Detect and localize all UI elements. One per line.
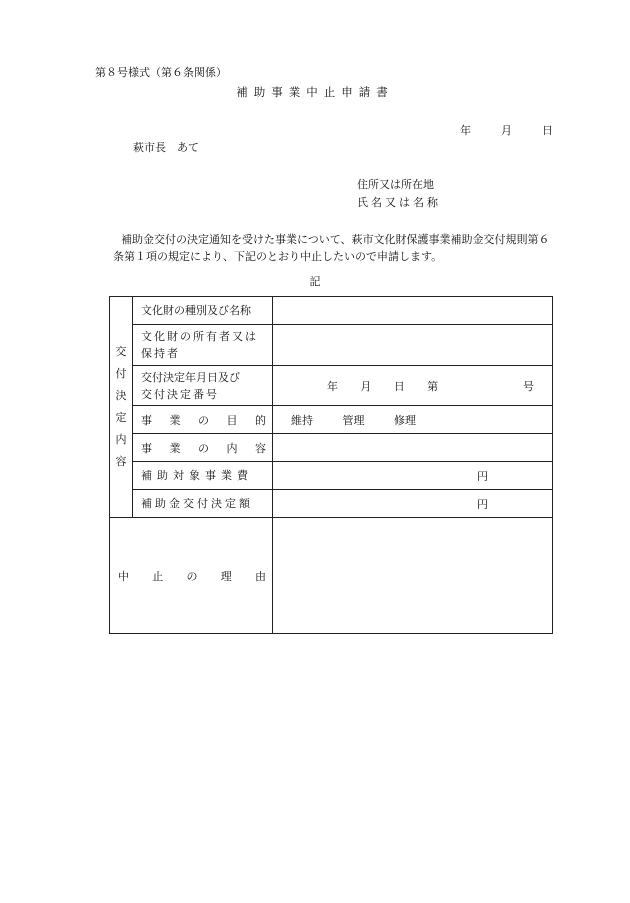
addressee: 萩市長 あて <box>133 141 199 154</box>
date-day: 日 <box>542 124 553 137</box>
decision-day: 日 <box>393 379 405 393</box>
decision-year: 年 <box>327 379 338 393</box>
content-char: 業 <box>169 441 181 455</box>
kind-value[interactable] <box>273 297 553 325</box>
kind-label: 文化財の種別及び名称 <box>133 297 273 325</box>
reason-char: 中 <box>118 569 129 583</box>
date-line <box>460 122 553 138</box>
owner-label <box>133 325 273 366</box>
decision-label-line2: 交付決定番号 <box>141 387 219 401</box>
reason-value[interactable] <box>273 518 553 634</box>
reason-char: 由 <box>255 569 266 583</box>
group-label-cell <box>110 297 133 518</box>
decision-go: 号 <box>522 379 534 393</box>
decision-value[interactable] <box>273 366 553 406</box>
decision-month: 月 <box>360 379 372 393</box>
amount-label: 補助金交付決定額 <box>133 490 273 518</box>
owner-value[interactable] <box>273 325 553 366</box>
body-text: 補助金交付の決定通知を受けた事業について、萩市文化財保護事業補助金交付規則第６条第１項の規定により、下記のとおり中止したいので申請します。 <box>113 233 550 263</box>
group-char: 内 <box>115 433 127 446</box>
date-year: 年 <box>460 124 471 137</box>
purpose-value[interactable] <box>273 406 553 434</box>
amount-unit: 円 <box>477 497 488 511</box>
applicant-name-label: 氏名又は名称 <box>357 196 441 209</box>
owner-label-line1: 文化財の所有者又は <box>141 330 258 343</box>
purpose-char: 目 <box>226 413 238 427</box>
decision-label <box>133 366 273 406</box>
group-char: 交 <box>115 345 127 358</box>
date-month: 月 <box>501 124 512 137</box>
purpose-char: 的 <box>255 413 266 427</box>
reason-label <box>110 518 273 634</box>
purpose-char: の <box>198 413 209 427</box>
purpose-char: 事 <box>141 413 152 427</box>
content-char: 内 <box>226 441 238 455</box>
decision-label-line1: 交付決定年月日及び <box>141 370 240 384</box>
group-char: 定 <box>115 411 127 424</box>
reason-char: 止 <box>152 569 164 583</box>
purpose-option-manage[interactable]: 管理 <box>342 413 365 427</box>
ki-marker: 記 <box>309 275 321 288</box>
reason-char: 理 <box>220 569 232 583</box>
group-char: 容 <box>115 455 127 468</box>
content-label <box>133 434 273 462</box>
purpose-option-maintain[interactable]: 維持 <box>291 413 313 427</box>
decision-dai: 第 <box>427 379 439 393</box>
cost-value[interactable] <box>273 462 553 490</box>
application-table <box>109 296 553 634</box>
group-char: 付 <box>115 367 127 380</box>
owner-label-line2: 保持者 <box>141 347 180 360</box>
group-char: 決 <box>115 389 127 402</box>
purpose-option-repair[interactable]: 修理 <box>394 413 416 427</box>
cost-label: 補助対象事業費 <box>133 462 273 490</box>
document-title: 補助事業中止申請書 <box>236 85 394 99</box>
amount-value[interactable] <box>273 490 553 518</box>
content-char: 事 <box>141 441 152 455</box>
purpose-label <box>133 406 273 434</box>
content-char: の <box>198 441 209 455</box>
cost-unit: 円 <box>477 469 488 483</box>
reason-char: の <box>186 569 198 583</box>
purpose-char: 業 <box>169 413 181 427</box>
form-number: 第８号様式（第６条関係） <box>95 66 227 79</box>
content-value[interactable] <box>273 434 553 462</box>
applicant-address-label: 住所又は所在地 <box>357 178 434 191</box>
content-char: 容 <box>255 441 266 455</box>
